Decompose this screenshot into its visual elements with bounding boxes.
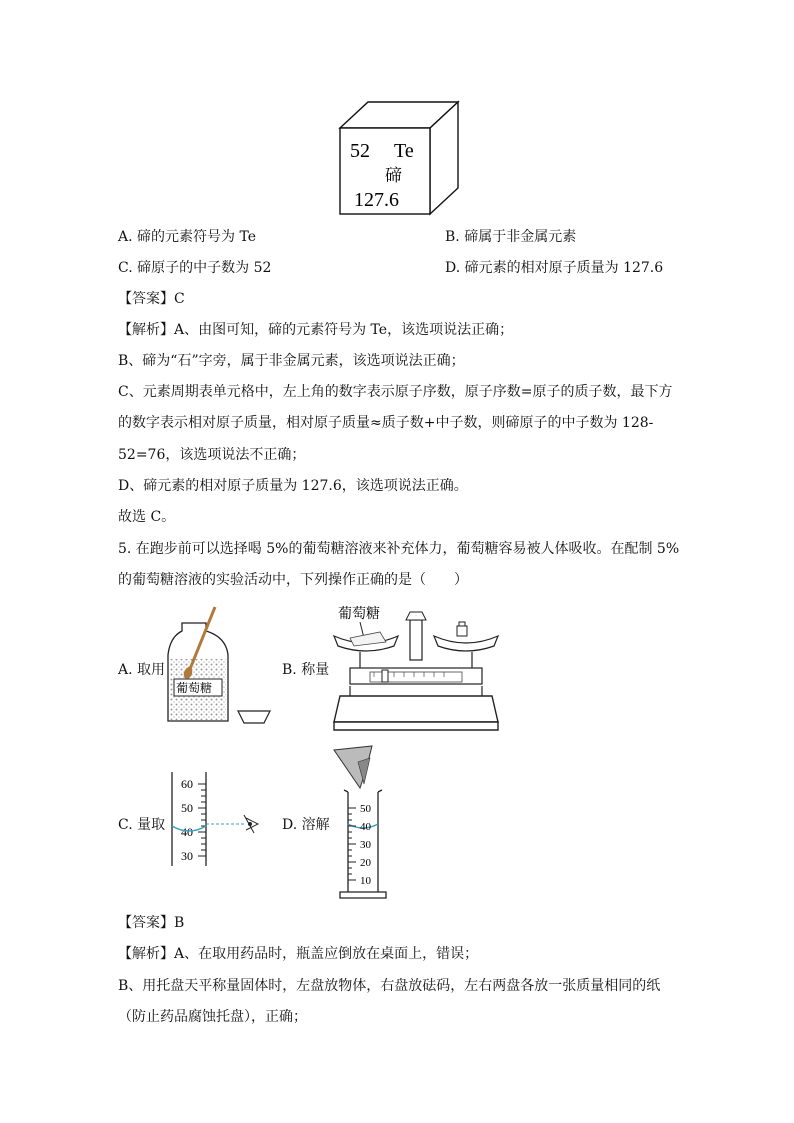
q4-option-b: B. 碲属于非金属元素 <box>445 229 577 245</box>
q4-option-a: A. 碲的元素符号为 Te <box>118 229 256 245</box>
element-cube-figure <box>336 98 462 218</box>
element-atomic-number: 52 <box>350 140 370 162</box>
q4-analysis-line: 【解析】A、由图可知，碲的元素符号为 Te，该选项说法正确； <box>118 322 514 338</box>
q4-analysis-line: B、碲为“石”字旁，属于非金属元素，该选项说法正确； <box>118 353 465 369</box>
q5-stem-line: 5. 在跑步前可以选择喝 5%的葡萄糖溶液来补充体力，葡萄糖容易被人体吸收。在配制 5% <box>118 541 680 557</box>
q5-option-a: A. 取用 <box>118 662 166 678</box>
q4-analysis-line: 52=76，该选项说法不正确； <box>118 447 306 463</box>
q4-answer: 【答案】C <box>118 291 185 307</box>
q5-option-b: B. 称量 <box>282 662 330 678</box>
q5-stem-line: 的葡萄糖溶液的实验活动中，下列操作正确的是（ ） <box>118 572 468 588</box>
element-mass: 127.6 <box>354 189 399 211</box>
cylinder-reading-figure <box>168 768 268 868</box>
q5-analysis-line: 【解析】A、在取用药品时，瓶盖应倒放在桌面上，错误； <box>118 946 479 962</box>
q4-analysis-line: D、碲元素的相对原子质量为 127.6，该选项说法正确。 <box>118 478 468 494</box>
q5-answer: 【答案】B <box>118 915 185 931</box>
q4-analysis-line: C、元素周期表单元格中，左上角的数字表示原子序数，原子序数=原子的质子数，最下方 <box>118 384 673 400</box>
cylinder-d-tick: 20 <box>360 857 371 869</box>
cylinder-d-tick: 40 <box>360 821 371 833</box>
cylinder-d-tick: 30 <box>360 839 371 851</box>
cylinder-d-tick: 50 <box>360 803 371 815</box>
q5-analysis-line: B、用托盘天平称量固体时，左盘放物体，右盘放砝码，左右两盘各放一张质量相同的纸 <box>118 978 661 994</box>
cylinder-dissolve-figure <box>326 744 388 900</box>
q5-option-d: D. 溶解 <box>282 817 330 833</box>
cylinder-c-tick: 50 <box>181 801 193 815</box>
element-name: 碲 <box>385 166 402 185</box>
balance-figure <box>330 600 502 732</box>
balance-label: 葡萄糖 <box>338 607 380 622</box>
cylinder-c-tick: 60 <box>181 777 193 791</box>
cylinder-c-tick: 40 <box>181 825 193 839</box>
q5-option-c: C. 量取 <box>118 817 166 833</box>
q4-analysis-line: 的数字表示相对原子质量，相对原子质量≈质子数+中子数，则碲原子的中子数为 128- <box>118 415 654 431</box>
q5-analysis-line: （防止药品腐蚀托盘），正确； <box>118 1009 307 1025</box>
cylinder-c-tick: 30 <box>181 849 193 863</box>
q4-option-d: D. 碲元素的相对原子质量为 127.6 <box>445 260 664 276</box>
element-symbol: Te <box>394 140 414 162</box>
jar-label: 葡萄糖 <box>176 681 213 695</box>
jar-figure <box>160 603 280 728</box>
q4-option-c: C. 碲原子的中子数为 52 <box>118 260 272 276</box>
q4-analysis-line: 故选 C。 <box>118 509 176 525</box>
cylinder-d-tick: 10 <box>360 875 371 887</box>
